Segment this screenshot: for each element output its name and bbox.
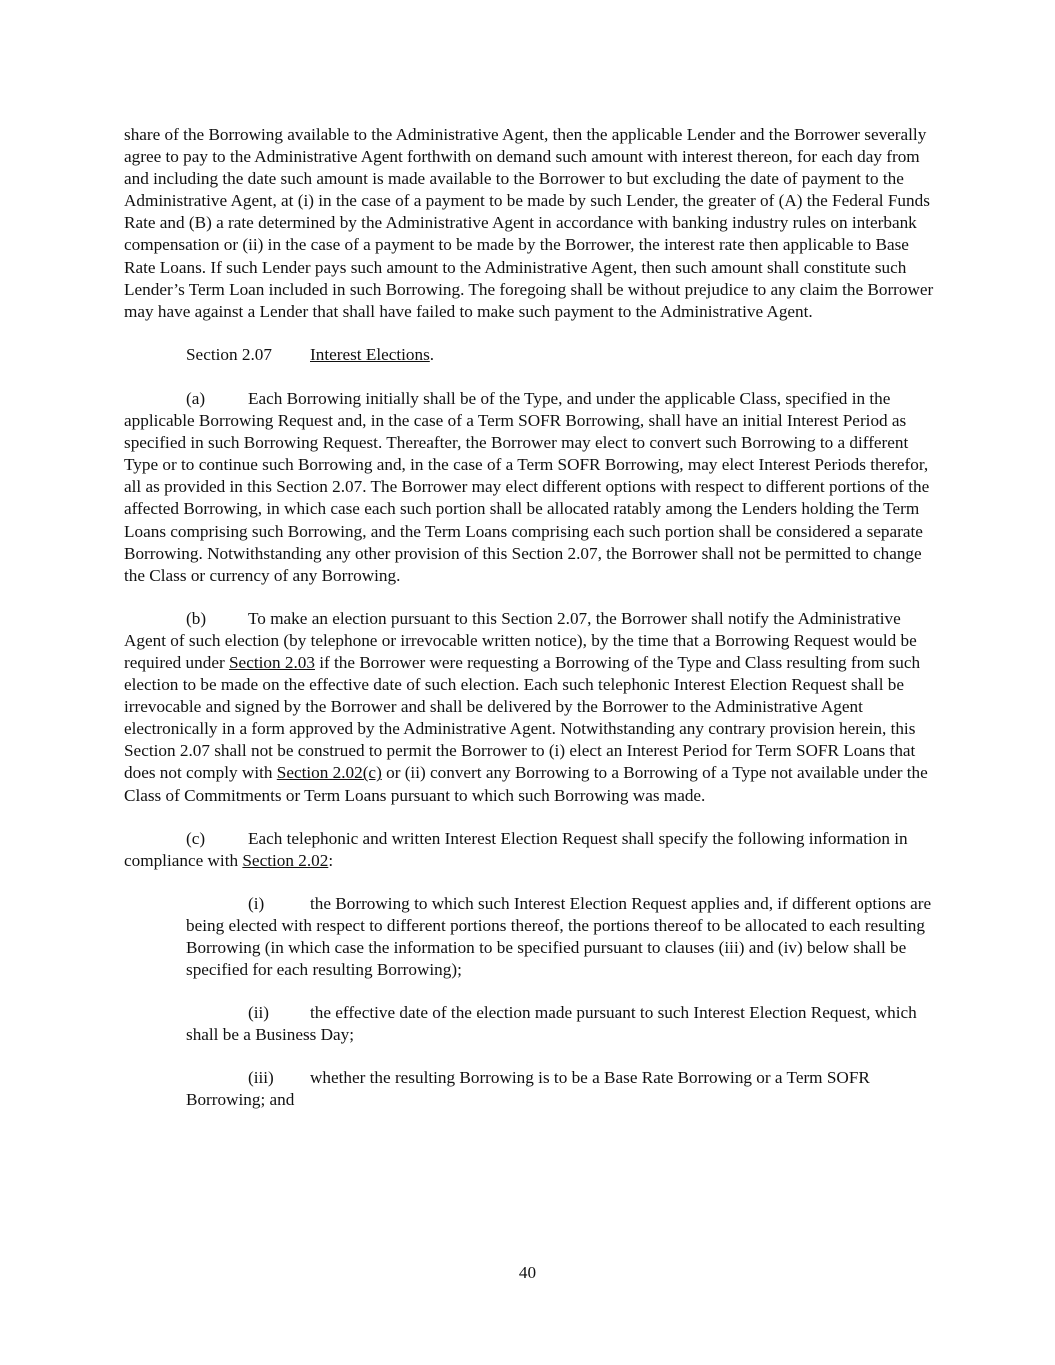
section-2-02-reference: Section 2.02 [242,850,329,870]
paragraph-b-label: (b) [186,608,207,628]
paragraph-a-text: Each Borrowing initially shall be of the Type, and under the applicable Class, specified in the applicable Borrowing Request and, in the case of a Term SOFR Borrowing, shall have an initial Interest Period as specified in such Borrowing Request. Thereafter, the Borrower may elect to convert such Borrowing to a different Type or to continue such Borrowing and, in the case of a Term SOFR Borrowing, may elect Interest Periods therefor, all as provided in this Section 2.07. The Borrower may elect different options with respect to different portions of the affected Borrowing, in which case each such portion shall be allocated ratably among the Lenders holding the Term Loans comprising such Borrowing, and the Term Loans comprising each such portion shall be considered a separate Borrowing. Notwithstanding any other provision of this Section 2.07, the Borrower shall not be permitted to change the Class or currency of any Borrowing. [124,388,930,585]
section-number: Section 2.07 [186,344,272,364]
clause-ii [186,1002,934,1046]
clause-ii-text: the effective date of the election made pursuant to such Interest Election Request, which shall be a Business Day; [186,1003,917,1045]
paragraph-b-text-2: if the Borrower were requesting a Borrowing of the Type and Class resulting from such election to be made on the effective date of such election. Each such telephonic Interest Election Request shall be irrevocable and signed by the Borrower and shall be delivered by the Borrower to the Administrative Agent electronically in a form approved by the Administrative Agent. Notwithstanding any contrary provision herein, this Section 2.07 shall not be construed to permit the Borrower to (i) elect an Interest Period for Term SOFR Loans that does not comply with [124,652,921,783]
section-2-02c-reference: Section 2.02(c) [276,763,382,783]
clause-i-text: the Borrowing to which such Interest Election Request applies and, if different options are being elected with respect to different portions thereof, the portions thereof to be allocated to each resulting Borrowing (in which case the information to be specified pursuant to clauses (iii) and (iv) below shall be specified for each resulting Borrowing); [186,893,932,980]
document-body [124,124,934,1133]
opening-paragraph: share of the Borrowing available to the Administrative Agent, then the applicable Lender and the Borrower severally agree to pay to the Administrative Agent forthwith on demand such amount with interest thereon, for each day from and including the date such amount is made available to the Borrower to but excluding the date of payment to the Administrative Agent, at (i) in the case of a payment to be made by such Lender, the greater of (A) the Federal Funds Rate and (B) a rate determined by the Administrative Agent in accordance with banking industry rules on interbank compensation or (ii) in the case of a payment to be made by the Borrower, the interest rate then applicable to Base Rate Loans. If such Lender pays such amount to the Administrative Agent, then such amount shall constitute such Lender’s Term Loan included in such Borrowing. The foregoing shall be without prejudice to any claim the Borrower may have against a Lender that shall have failed to make such payment to the Administrative Agent. [124,125,934,321]
clause-iii [186,1067,934,1111]
paragraph-c-text-2: : [328,850,334,870]
clause-ii-label: (ii) [248,1003,269,1023]
clause-iii-label: (iii) [248,1068,274,1088]
paragraph-b-text-1: To make an election pursuant to this Section 2.07, the Borrower shall notify the Administrative Agent of such election (by telephone or irrevocable written notice), by the time that a Borrowing Request would be required under [124,608,917,672]
section-heading [124,344,934,366]
section-title: Interest Elections [310,344,430,364]
paragraph-c-text-1: Each telephonic and written Interest Election Request shall specify the following information in compliance with [124,828,908,870]
paragraph-a [124,388,934,587]
clause-i-label: (i) [248,893,265,913]
clause-iii-text: whether the resulting Borrowing is to be a Base Rate Borrowing or a Term SOFR Borrowing; and [186,1068,870,1110]
paragraph-b [124,608,934,807]
page-number: 40 [518,1263,537,1282]
section-title-suffix: . [429,344,435,364]
clause-i [186,893,934,981]
paragraph-b-text-3: or (ii) convert any Borrowing to a Borrowing of a Type not available under the Class of Commitments or Term Loans pursuant to which such Borrowing was made. [124,763,928,805]
paragraph-a-label: (a) [186,388,206,408]
paragraph-c-label: (c) [186,828,206,848]
paragraph-c [124,828,934,872]
section-2-03-reference: Section 2.03 [229,652,315,672]
